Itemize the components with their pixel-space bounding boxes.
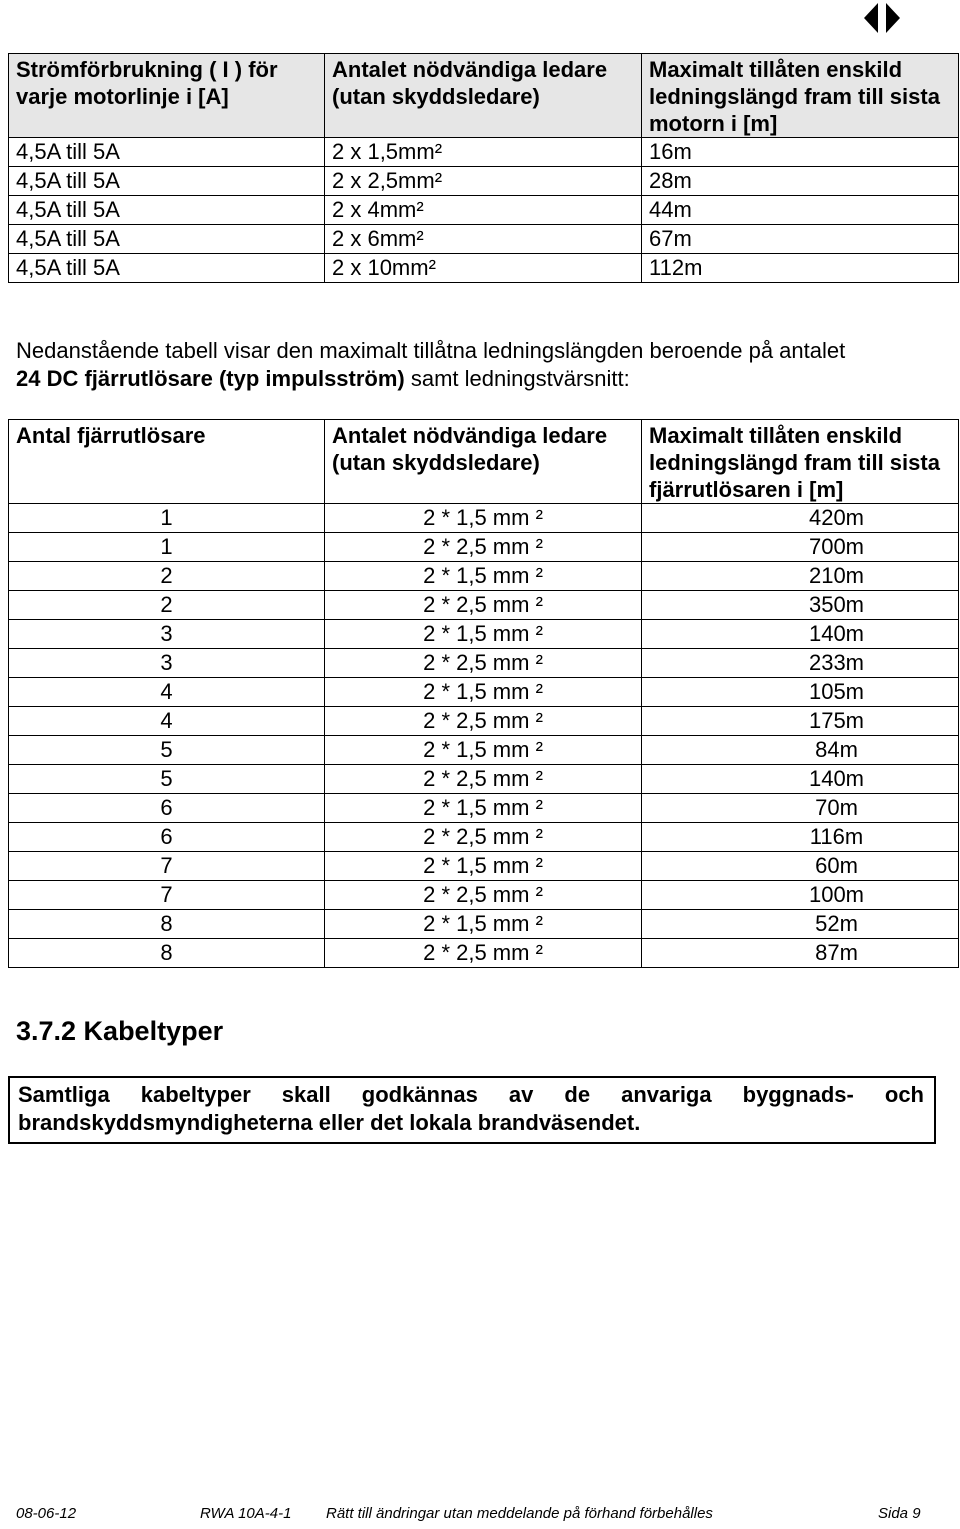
intro-paragraph [16,337,936,393]
column-header: Antalet nödvändiga ledare (utan skyddsledare) [325,420,642,504]
intro-bold-text: 24 DC fjärrutlösare (typ impulsström) [16,366,405,391]
table-cell: 5 [9,736,325,765]
nav-arrows-icon[interactable] [862,2,902,34]
remote-release-table [8,419,959,968]
table-row [9,736,959,765]
table-cell: 2 * 2,5 mm ² [325,881,642,910]
table-cell: 140m [642,620,959,649]
column-header: Maximalt tillåten enskild ledningslängd fram till sista motorn i [m] [642,54,959,138]
table-row [9,225,959,254]
table-row [9,707,959,736]
footer-doc-id: RWA 10A-4-1 [200,1505,292,1522]
table-cell: 4,5A till 5A [9,138,325,167]
table-cell: 2 [9,562,325,591]
column-header: Strömförbrukning ( I ) för varje motorlinje i [A] [9,54,325,138]
table-cell: 2 * 2,5 mm ² [325,533,642,562]
table-row [9,910,959,939]
table-cell: 2 * 2,5 mm ² [325,939,642,968]
section-heading: 3.7.2 Kabeltyper [16,1016,224,1046]
table-cell: 60m [642,852,959,881]
table-cell: 67m [642,225,959,254]
column-header: Antalet nödvändiga ledare (utan skyddsledare) [325,54,642,138]
table-row [9,562,959,591]
table-body [9,504,959,968]
table-row [9,196,959,225]
table-cell: 2 * 2,5 mm ² [325,765,642,794]
table-cell: 2 * 1,5 mm ² [325,852,642,881]
table-cell: 350m [642,591,959,620]
table-row [9,823,959,852]
table-row [9,852,959,881]
table-row [9,794,959,823]
table-cell: 112m [642,254,959,283]
table-cell: 700m [642,533,959,562]
table-cell: 233m [642,649,959,678]
table-row [9,254,959,283]
table-cell: 420m [642,504,959,533]
table-row [9,138,959,167]
table-cell: 16m [642,138,959,167]
table-header-row [9,420,959,504]
current-table [8,53,959,283]
column-header: Antal fjärrutlösare [9,420,325,504]
table-cell: 2 * 2,5 mm ² [325,591,642,620]
table-cell: 8 [9,939,325,968]
table-cell: 4,5A till 5A [9,167,325,196]
table-row [9,533,959,562]
table-cell: 140m [642,765,959,794]
table-cell: 4 [9,678,325,707]
table-cell: 2 [9,591,325,620]
table-cell: 44m [642,196,959,225]
table-row [9,620,959,649]
table-cell: 175m [642,707,959,736]
table-cell: 8 [9,910,325,939]
table-cell: 4,5A till 5A [9,196,325,225]
table-row [9,649,959,678]
table-row [9,881,959,910]
table-cell: 2 * 1,5 mm ² [325,794,642,823]
table-cell: 2 x 6mm² [325,225,642,254]
footer-rights: Rätt till ändringar utan meddelande på förhand förbehålles [326,1505,713,1522]
table-cell: 2 x 4mm² [325,196,642,225]
table-cell: 70m [642,794,959,823]
table-row [9,678,959,707]
page-footer [16,1505,926,1529]
table-cell: 7 [9,852,325,881]
table-cell: 2 * 2,5 mm ² [325,823,642,852]
table-row [9,167,959,196]
table-cell: 2 * 1,5 mm ² [325,562,642,591]
table-cell: 3 [9,620,325,649]
table-cell: 2 * 1,5 mm ² [325,620,642,649]
table-row [9,591,959,620]
table-header-row [9,54,959,138]
table-cell: 2 x 10mm² [325,254,642,283]
table-cell: 28m [642,167,959,196]
table-cell: 6 [9,794,325,823]
notice-box: Samtliga kabeltyper skall godkännas av de anvariga byggnads- och brandskyddsmyndigheterna eller det lokala brandväsendet. [8,1076,936,1144]
table-cell: 2 x 1,5mm² [325,138,642,167]
table-row [9,765,959,794]
table-cell: 2 * 2,5 mm ² [325,649,642,678]
table-cell: 210m [642,562,959,591]
table-cell: 5 [9,765,325,794]
table-cell: 6 [9,823,325,852]
table-cell: 116m [642,823,959,852]
table-cell: 2 * 1,5 mm ² [325,504,642,533]
table-cell: 52m [642,910,959,939]
table-cell: 3 [9,649,325,678]
footer-page-number: Sida 9 [878,1505,921,1522]
table-cell: 105m [642,678,959,707]
table-cell: 2 * 1,5 mm ² [325,736,642,765]
table-row [9,504,959,533]
table-cell: 4 [9,707,325,736]
table-cell: 2 x 2,5mm² [325,167,642,196]
table-cell: 4,5A till 5A [9,254,325,283]
table-cell: 7 [9,881,325,910]
intro-text: Nedanstående tabell visar den maximalt tillåtna ledningslängden beroende på antalet [16,338,846,363]
table-cell: 1 [9,533,325,562]
intro-text-end: samt ledningstvärsnitt: [404,366,630,391]
footer-date: 08-06-12 [16,1505,77,1522]
table-cell: 2 * 2,5 mm ² [325,707,642,736]
table-cell: 87m [642,939,959,968]
table-cell: 4,5A till 5A [9,225,325,254]
table-cell: 84m [642,736,959,765]
table-cell: 100m [642,881,959,910]
column-header: Maximalt tillåten enskild ledningslängd fram till sista fjärrutlösaren i [m] [642,420,959,504]
table-cell: 2 * 1,5 mm ² [325,910,642,939]
table-cell: 2 * 1,5 mm ² [325,678,642,707]
table-row [9,939,959,968]
table-cell: 1 [9,504,325,533]
